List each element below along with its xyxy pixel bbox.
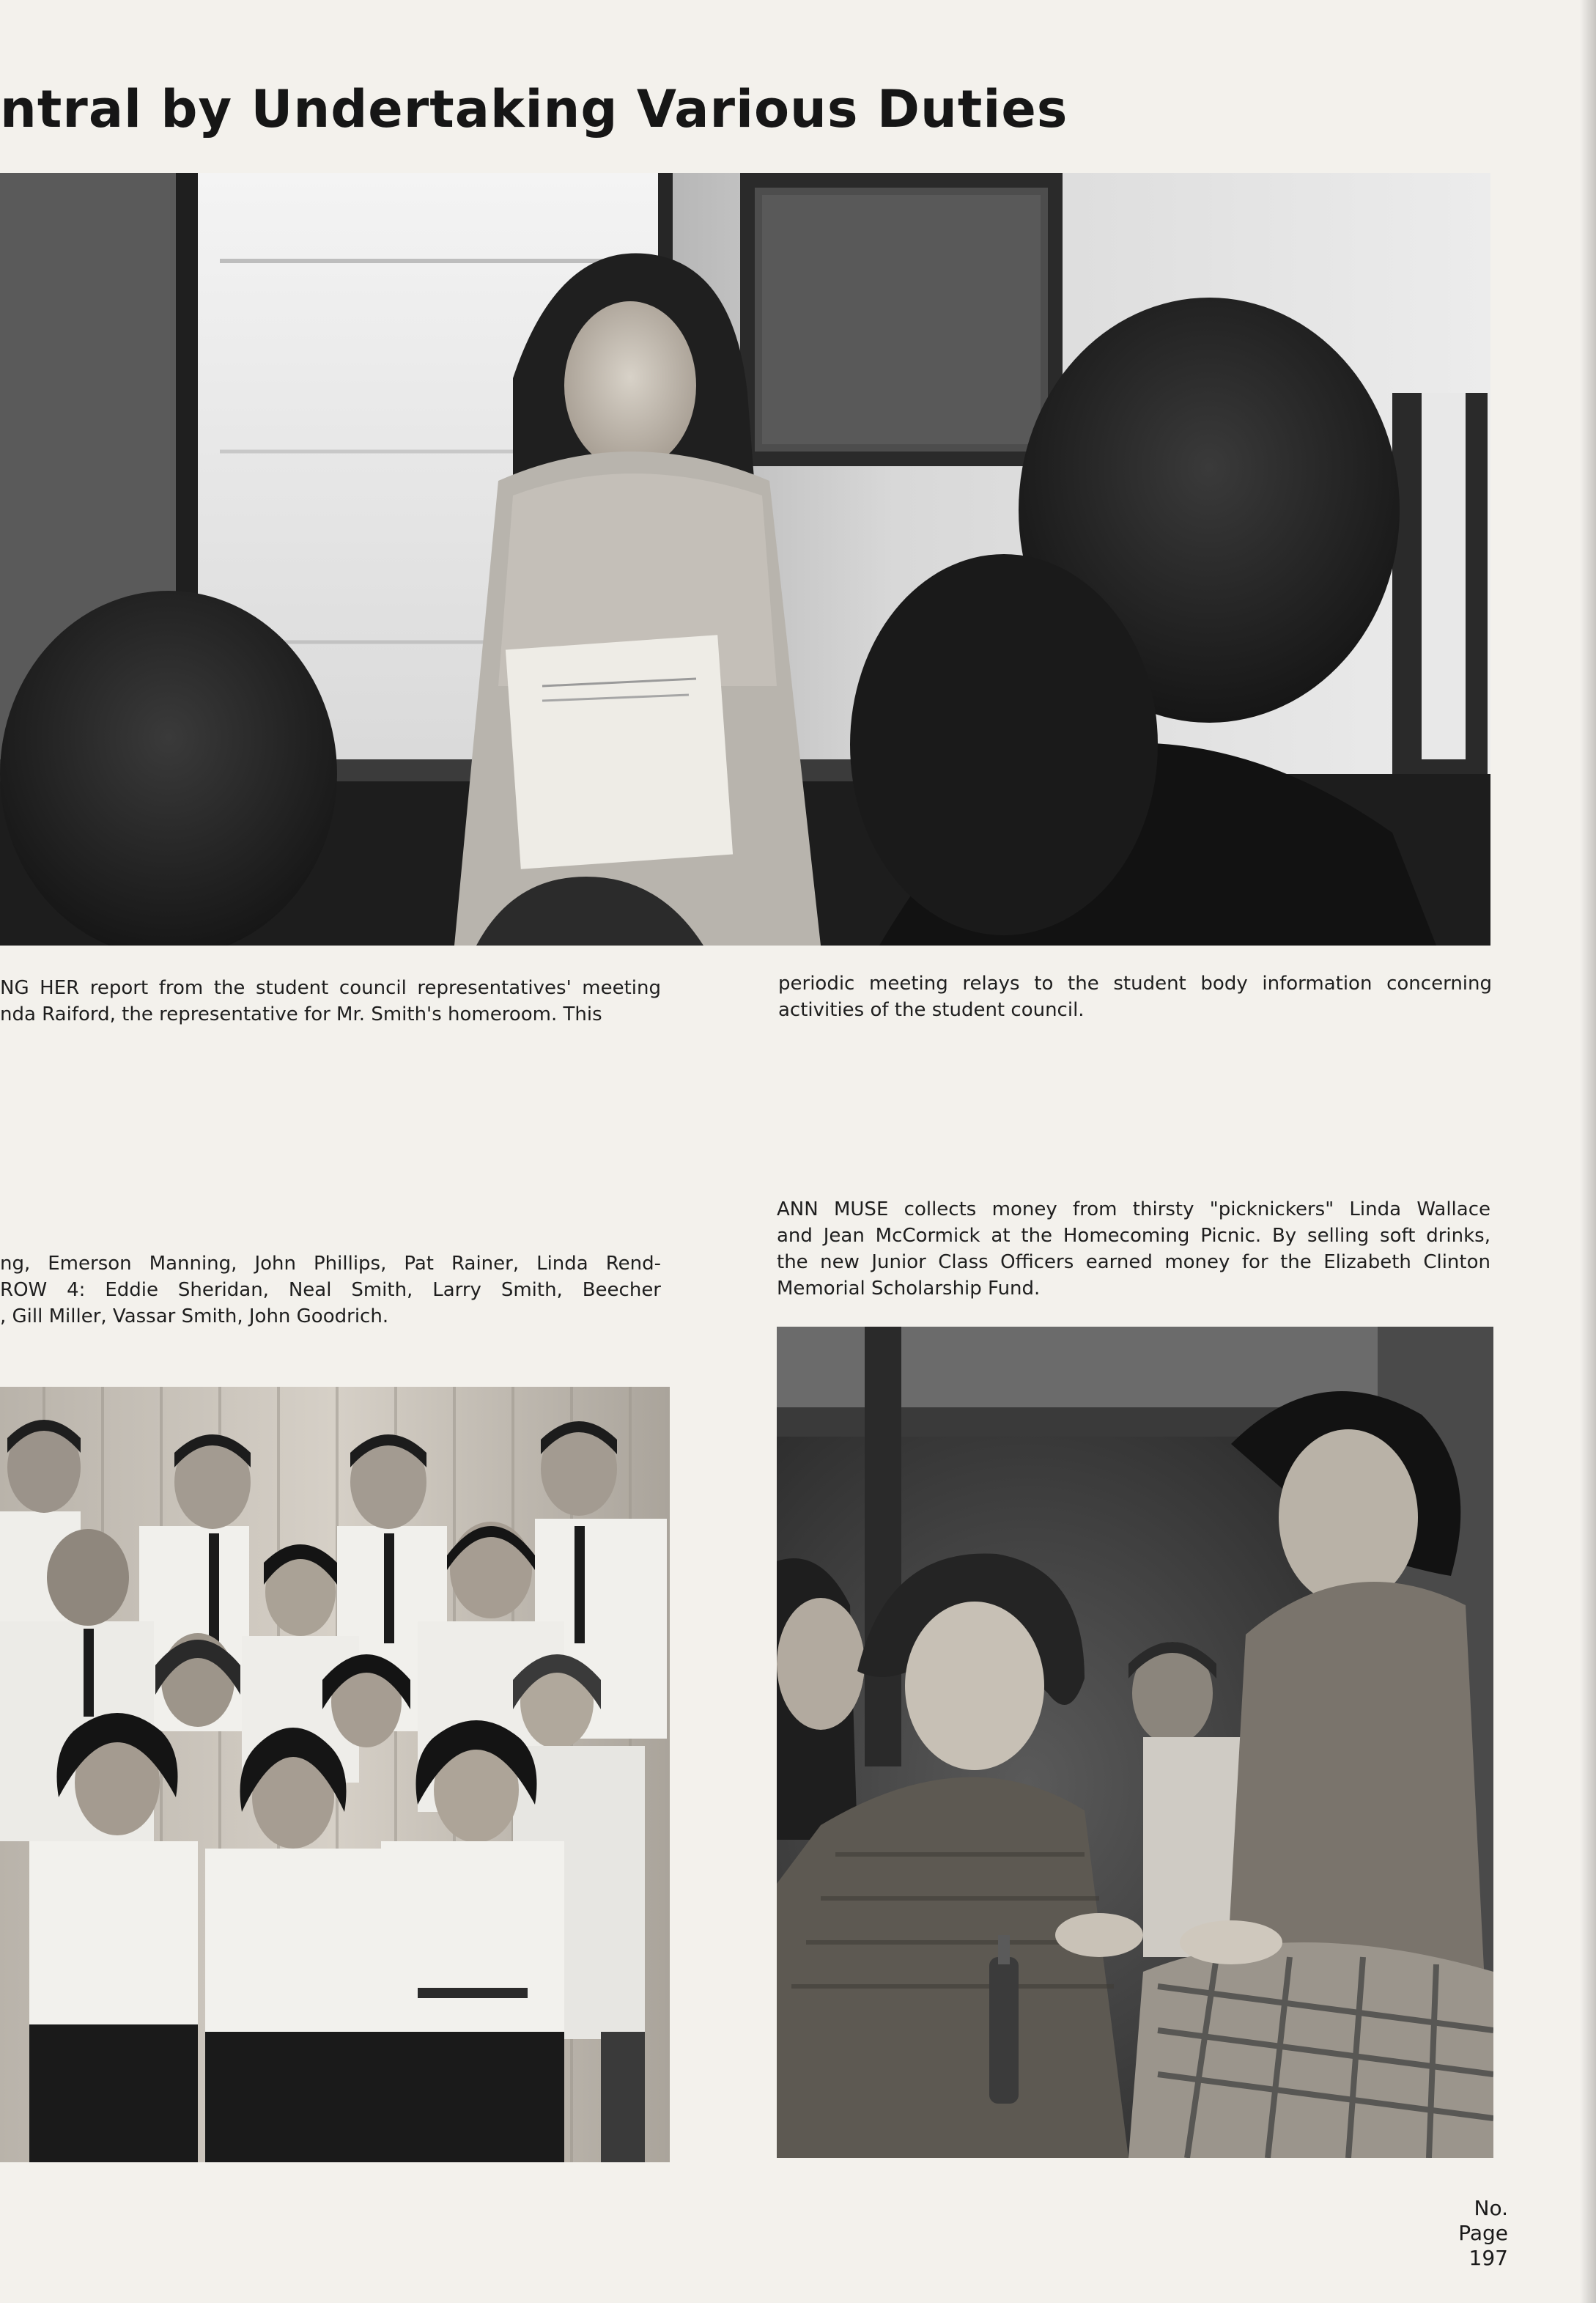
caption-line: activities of the student council. [778, 999, 1085, 1021]
caption-line: ROW 4: Eddie Sheridan, Neal Smith, Larry Smith, Beecher [0, 1279, 661, 1301]
caption-line: and Jean McCormick at the Homecoming Picnic. By selling soft drinks, [777, 1225, 1490, 1247]
caption-line: , Gill Miller, Vassar Smith, John Goodrich. [0, 1305, 389, 1327]
page-edge-shadow [1580, 0, 1596, 2303]
caption-line: the new Junior Class Officers earned money for the Elizabeth Clinton [777, 1251, 1490, 1273]
group-photo-image [0, 1387, 670, 2162]
caption-line: periodic meeting relays to the student body information concerning [778, 973, 1492, 995]
caption-line: nda Raiford, the representative for Mr. Smith's homeroom. This [0, 1003, 602, 1025]
caption-line: Memorial Scholarship Fund. [777, 1278, 1041, 1300]
page-number: 197 [1468, 2246, 1508, 2270]
report-caption-right [778, 970, 1492, 1023]
folio-page-label: Page [1458, 2221, 1508, 2245]
caption-line: ANN MUSE collects money from thirsty "picknickers" Linda Wallace [777, 1198, 1490, 1220]
report-photo-image [0, 173, 1490, 946]
picnic-caption [777, 1196, 1490, 1302]
caption-line: NG HER report from the student council representatives' meeting [0, 977, 661, 999]
section-headline: ntral by Undertaking Various Duties [0, 79, 1068, 139]
picnic-photo-image [777, 1327, 1493, 2158]
caption-line: ng, Emerson Manning, John Phillips, Pat Rainer, Linda Rend- [0, 1253, 661, 1275]
report-caption-left [0, 975, 661, 1028]
folio-no: No. [1474, 2196, 1508, 2220]
group-photo [0, 1387, 670, 2162]
roster-caption [0, 1250, 661, 1330]
page-folio [1458, 2196, 1508, 2271]
picnic-photo [777, 1327, 1493, 2158]
report-photo [0, 173, 1490, 946]
